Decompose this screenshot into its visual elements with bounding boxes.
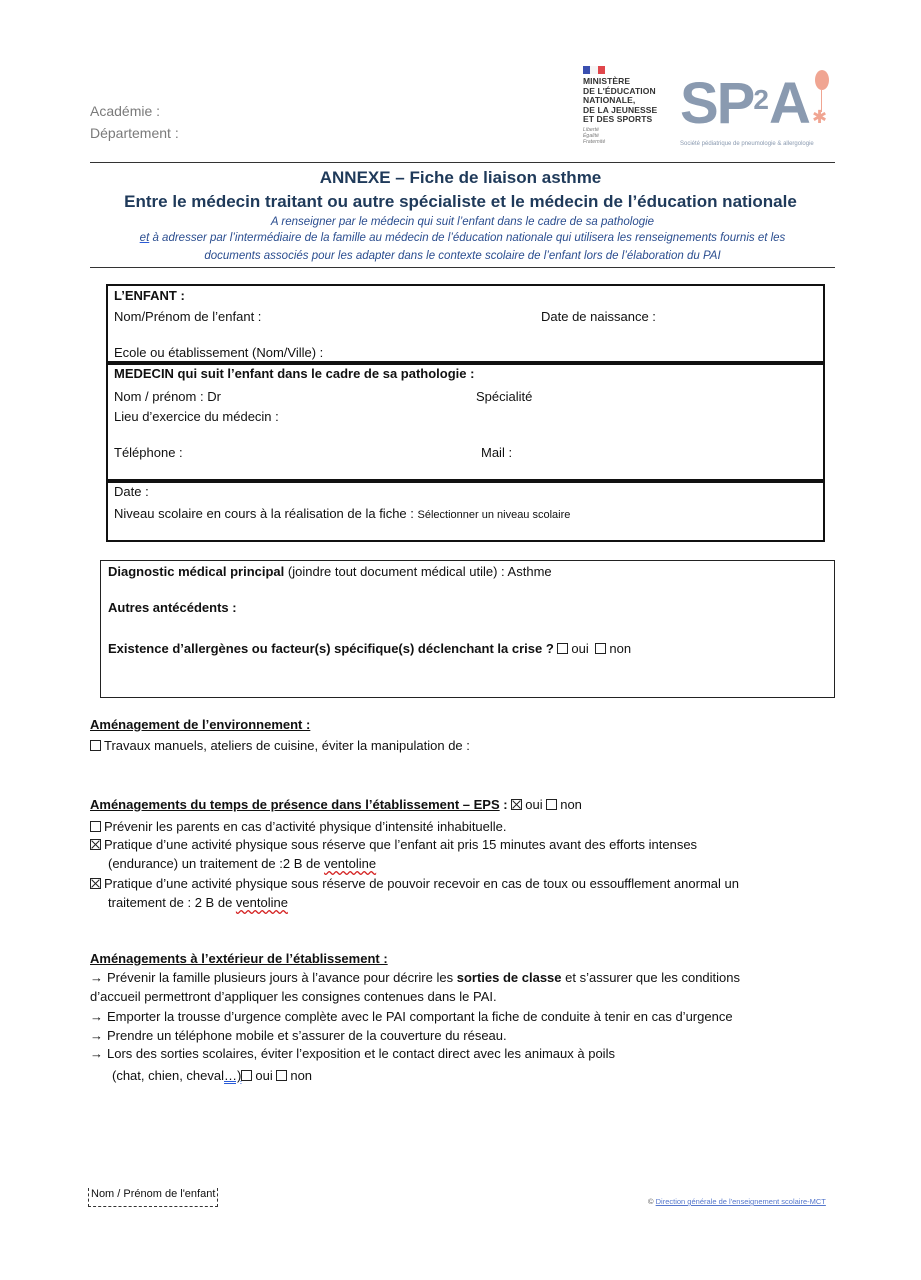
environnement-item-text: Travaux manuels, ateliers de cuisine, éviter la manipulation de :	[104, 738, 470, 753]
ministry-line: ET DES SPORTS	[583, 114, 653, 124]
fiche-date-label[interactable]: Date :	[114, 484, 149, 499]
diagnostic-label: Diagnostic médical principal	[108, 564, 285, 579]
oui-label: oui	[525, 797, 543, 812]
eps-item-line2	[108, 894, 288, 912]
instruction-et: et	[139, 232, 150, 244]
enfant-naissance-label[interactable]: Date de naissance :	[541, 309, 656, 324]
environnement-heading: Aménagement de l’environnement :	[90, 717, 311, 732]
ministry-line: NATIONALE,	[583, 95, 636, 105]
exterieur-paren: …)	[224, 1068, 242, 1083]
academie-label: Académie :	[90, 103, 161, 119]
arrow-right-icon: →	[90, 1046, 103, 1061]
eps-item-text: traitement de : 2 B de	[108, 895, 236, 910]
exterieur-item-line2: d’accueil permettront d’appliquer les consignes contenues dans le PAI.	[90, 989, 497, 1004]
niveau-scolaire-select[interactable]: Sélectionner un niveau scolaire	[417, 509, 571, 521]
exterieur-item	[90, 1045, 615, 1063]
enfant-section	[106, 284, 825, 365]
allergenes-oui-checkbox[interactable]	[557, 643, 568, 654]
arrow-right-icon: →	[90, 1009, 103, 1024]
eps-oui-checkbox[interactable]	[511, 799, 522, 810]
allergenes-question	[108, 640, 631, 658]
exterieur-item	[90, 1008, 733, 1026]
enfant-heading: L’ENFANT :	[114, 288, 185, 303]
instruction-line-3: documents associés pour les adapter dans le contexte scolaire de l’enfant lors de l’élaboration du PAI	[204, 250, 721, 262]
exterieur-animaux-row	[112, 1067, 312, 1085]
divider-top	[90, 162, 835, 163]
non-label: non	[290, 1068, 313, 1083]
eps-item-checkbox[interactable]	[90, 878, 101, 889]
eps-heading-row	[90, 796, 582, 814]
child-name-field[interactable]: Nom / Prénom de l'enfant	[88, 1188, 218, 1207]
exterieur-text: Emporter la trousse d’urgence complète avec le PAI comportant la fiche de conduite à tenir en cas d’urgence	[107, 1009, 733, 1024]
medecin-section	[106, 361, 825, 483]
enfant-nom-label[interactable]: Nom/Prénom de l’enfant :	[114, 309, 262, 324]
medecin-specialite-label[interactable]: Spécialité	[476, 389, 533, 404]
spellcheck-word: ventoline	[324, 856, 377, 871]
eps-item-text: Prévenir les parents en cas d’activité physique d’intensité inhabituelle.	[104, 819, 507, 834]
medecin-heading: MEDECIN qui suit l’enfant dans le cadre de sa pathologie :	[114, 366, 475, 381]
eps-item-text: Pratique d’une activité physique sous réserve que l’enfant ait pris 15 minutes avant des efforts intenses	[104, 837, 698, 852]
exterieur-text: (chat, chien, cheval	[112, 1068, 225, 1083]
copyright-icon: ©	[648, 1197, 654, 1206]
french-flag-icon	[583, 66, 605, 74]
sp2a-logo-subtitle: Société pédiatrique de pneumologie & allergologie	[680, 141, 814, 147]
eps-non-checkbox[interactable]	[546, 799, 557, 810]
medecin-nom-label[interactable]: Nom / prénom : Dr	[114, 389, 221, 404]
divider-title	[90, 267, 835, 268]
exterieur-item	[90, 1027, 507, 1045]
sp2a-logo	[680, 71, 809, 136]
sp2a-logo-sup: 2	[753, 84, 769, 115]
ministry-motto	[583, 127, 673, 145]
child-figure-icon: ✱	[812, 107, 828, 127]
spellcheck-word: ventoline	[235, 895, 288, 910]
exterieur-text: Lors des sorties scolaires, éviter l’exposition et le contact direct avec les animaux à poils	[107, 1046, 615, 1061]
environnement-checkbox[interactable]	[90, 740, 101, 751]
ministry-line: DE LA JEUNESSE	[583, 104, 658, 115]
eps-item-text: Pratique d’une activité physique sous réserve de pouvoir recevoir en cas de toux ou essoufflement anormal un	[104, 876, 739, 891]
exterieur-text: Prévenir la famille plusieurs jours à l’avance pour décrire les	[107, 970, 457, 985]
medecin-mail-label[interactable]: Mail :	[481, 445, 513, 460]
eps-heading: Aménagements du temps de présence dans l’établissement – EPS	[90, 797, 500, 812]
exterieur-item	[90, 969, 740, 987]
medecin-telephone-label[interactable]: Téléphone :	[114, 445, 183, 460]
ministry-line: DE L'ÉDUCATION	[583, 85, 656, 96]
allergenes-label: Existence d’allergènes ou facteur(s) spécifique(s) déclenchant la crise ?	[108, 641, 554, 656]
exterieur-text: et s’assurer que les conditions	[561, 970, 740, 985]
diagnostic-section	[100, 560, 835, 698]
balloon-icon	[815, 70, 829, 90]
fiche-section	[106, 479, 825, 542]
eps-item-line2	[108, 855, 376, 873]
arrow-right-icon: →	[90, 970, 103, 985]
exterieur-text: Prendre un téléphone mobile et s’assurer de la couverture du réseau.	[107, 1028, 507, 1043]
antecedents-label[interactable]: Autres antécédents :	[108, 600, 237, 615]
diagnostic-principal[interactable]	[108, 563, 552, 581]
diagnostic-value: (joindre tout document médical utile) : Asthme	[284, 564, 552, 579]
animaux-non-checkbox[interactable]	[276, 1070, 287, 1081]
instruction-line-1: A renseigner par le médecin qui suit l’enfant dans le cadre de sa pathologie	[270, 216, 655, 228]
eps-item	[90, 818, 507, 836]
ministry-logo	[583, 66, 673, 145]
instruction-rest: à adresser par l’intermédiaire de la famille au médecin de l’éducation nationale qui utilisera les renseignements fournis et les	[149, 232, 786, 244]
motto-line: Fraternité	[583, 138, 606, 145]
sp2a-logo-text-end: A	[768, 71, 809, 136]
ministry-line: MINISTÈRE	[583, 76, 631, 86]
instruction-line-2	[90, 232, 835, 244]
page-subtitle: Entre le médecin traitant ou autre spécialiste et le médecin de l’éducation nationale	[124, 192, 797, 211]
exterieur-heading: Aménagements à l’extérieur de l’établissement :	[90, 951, 388, 966]
exterieur-bold: sorties de classe	[456, 970, 562, 985]
niveau-label-text: Niveau scolaire en cours à la réalisation de la fiche :	[114, 506, 414, 521]
medecin-lieu-label[interactable]: Lieu d’exercice du médecin :	[114, 409, 279, 424]
sp2a-logo-text: SP	[680, 71, 754, 136]
enfant-ecole-label[interactable]: Ecole ou établissement (Nom/Ville) :	[114, 345, 324, 360]
eps-item-text: (endurance) un traitement de :2 B de	[108, 856, 325, 871]
allergenes-non-checkbox[interactable]	[595, 643, 606, 654]
eps-item	[90, 836, 697, 854]
arrow-right-icon: →	[90, 1028, 103, 1043]
fiche-niveau-label	[114, 505, 570, 524]
oui-label: oui	[255, 1068, 273, 1083]
non-label: non	[560, 797, 582, 812]
departement-label: Département :	[90, 125, 179, 141]
non-label: non	[609, 641, 632, 656]
copyright-link[interactable]: Direction générale de l'enseignement scolaire-MCT	[655, 1197, 826, 1206]
page-title: ANNEXE – Fiche de liaison asthme	[319, 168, 602, 187]
motto-line: Liberté	[583, 126, 599, 133]
environnement-item	[90, 737, 470, 755]
copyright	[648, 1197, 826, 1206]
animaux-oui-checkbox[interactable]	[241, 1070, 252, 1081]
oui-label: oui	[571, 641, 589, 656]
eps-colon: :	[499, 797, 508, 812]
motto-line: Égalité	[583, 132, 599, 139]
eps-item-checkbox[interactable]	[90, 821, 101, 832]
eps-item	[90, 875, 739, 893]
eps-item-checkbox[interactable]	[90, 839, 101, 850]
